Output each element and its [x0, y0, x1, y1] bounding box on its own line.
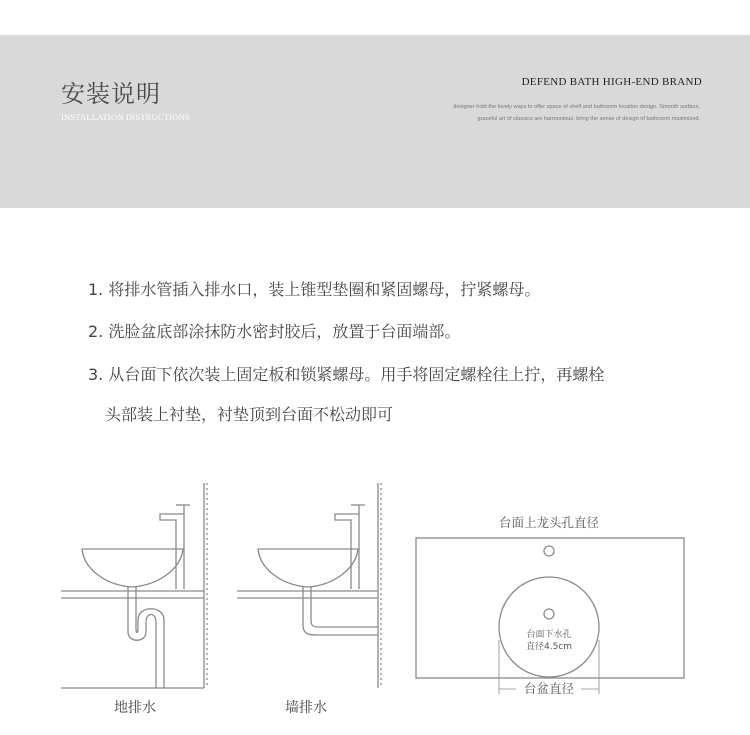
- step-1: 1. 将排水管插入排水口，装上锥型垫圈和紧固螺母，拧紧螺母。: [88, 280, 541, 299]
- floor-drain-diagram: [61, 483, 207, 688]
- step-3: 3. 从台面下依次装上固定板和锁紧螺母。用手将固定螺栓往上拧，再螺栓: [88, 365, 605, 384]
- page-subtitle: INSTALLATION INSTRUCTIONS: [61, 112, 190, 122]
- wall-drain-caption: 墙排水: [285, 700, 327, 716]
- drain-hole-label: 台面下水孔: [526, 630, 572, 640]
- wall-drain-diagram: [237, 483, 381, 688]
- drain-pipe: [303, 587, 378, 635]
- basin-outline: [499, 577, 599, 677]
- drain-hole-diameter-label: 直径4.5cm: [525, 642, 573, 652]
- countertop-top-view: [416, 538, 684, 694]
- basin: [258, 549, 358, 587]
- faucet-hole-label: 台面上龙头孔直径: [498, 515, 600, 530]
- drain-hole: [544, 609, 554, 619]
- faucet: [160, 514, 184, 589]
- step-2: 2. 洗脸盆底部涂抹防水密封胶后，放置于台面端部。: [88, 322, 461, 341]
- page-title: 安装说明: [61, 80, 161, 108]
- brand-description-line: designer hold the lovely ways to offer space of shelf and bathroom location design. Smooth surface,: [453, 104, 700, 110]
- faucet-hole: [544, 546, 554, 556]
- drain-pipe: [128, 587, 156, 688]
- floor-drain-caption: 地排水: [114, 700, 156, 716]
- basin-diameter-label: 台盆直径: [523, 681, 575, 696]
- basin: [82, 549, 183, 587]
- brand-description-line: graceful art of classics are harmonious, bring the sense of design of bathroom maximized.: [477, 116, 700, 122]
- step-3-continuation: 头部装上衬垫，衬垫顶到台面不松动即可: [105, 405, 394, 424]
- countertop-outline: [416, 538, 684, 678]
- brand-name: DEFEND BATH HIGH-END BRAND: [521, 76, 702, 88]
